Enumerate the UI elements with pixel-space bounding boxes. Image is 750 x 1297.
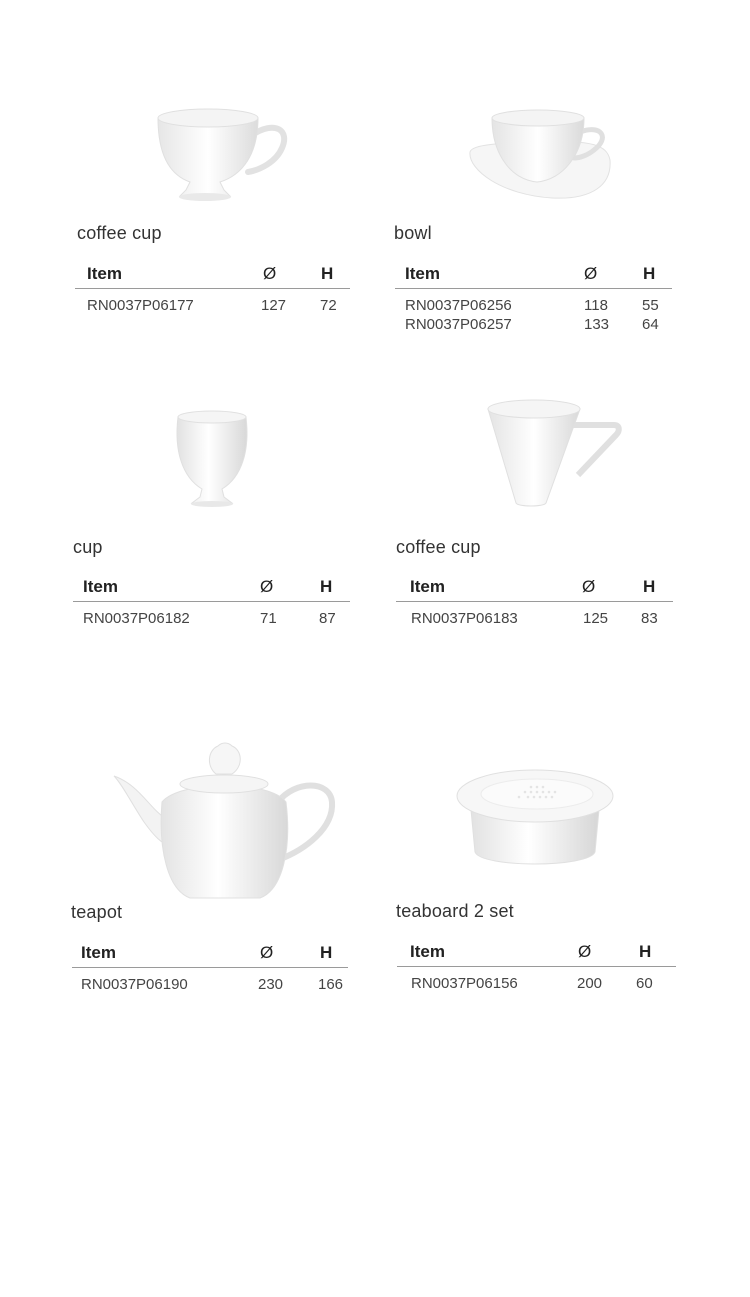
height-value: 55: [642, 297, 659, 314]
table-row: [395, 297, 672, 316]
table-row: [397, 975, 676, 994]
header-item: Item: [87, 264, 122, 283]
table-header: [75, 260, 350, 289]
item-code: RN0037P06177: [87, 297, 194, 314]
item-code: RN0037P06182: [83, 610, 190, 627]
table-header: [396, 573, 673, 602]
header-item: Item: [410, 577, 445, 596]
header-height: H: [320, 577, 333, 596]
table-header: [73, 573, 350, 602]
table-row: [72, 976, 348, 995]
product-spec-table: [73, 573, 350, 629]
height-value: 83: [641, 610, 658, 627]
header-diameter: Ø: [260, 577, 274, 596]
coffee-cup-footed-image: [150, 100, 295, 210]
header-diameter: Ø: [263, 264, 277, 283]
diameter-value: 118: [584, 297, 608, 314]
table-row: [395, 316, 672, 335]
product-spec-table: [72, 939, 348, 995]
diameter-value: 71: [260, 610, 277, 627]
table-header: [72, 939, 348, 968]
header-height: H: [321, 264, 334, 283]
teaboard-image: [455, 760, 615, 875]
footed-cup-image: [170, 405, 255, 515]
item-code: RN0037P06190: [81, 976, 188, 993]
height-value: 87: [319, 610, 336, 627]
item-code: RN0037P06256: [405, 297, 512, 314]
diameter-value: 230: [258, 976, 284, 993]
diameter-value: 133: [584, 316, 610, 333]
cup-and-saucer-image: [462, 100, 622, 210]
product-spec-table: [396, 573, 673, 629]
diameter-value: 125: [583, 610, 609, 627]
height-value: 72: [320, 297, 337, 314]
product-spec-table: [397, 938, 676, 994]
product-title: bowl: [394, 223, 432, 243]
product-title: teapot: [71, 902, 123, 922]
height-value: 64: [642, 316, 659, 333]
table-row: [75, 297, 350, 316]
header-diameter: Ø: [582, 577, 596, 596]
table-header: [397, 938, 676, 967]
header-item: Item: [410, 942, 445, 961]
header-diameter: Ø: [578, 942, 592, 961]
diameter-value: 127: [261, 297, 287, 314]
height-value: 60: [636, 975, 653, 992]
product-title: coffee cup: [77, 223, 162, 243]
diameter-value: 200: [577, 975, 603, 992]
header-item: Item: [83, 577, 118, 596]
item-code: RN0037P06257: [405, 316, 512, 333]
product-title: coffee cup: [396, 537, 481, 557]
header-item: Item: [81, 943, 116, 962]
product-title: teaboard 2 set: [396, 901, 514, 921]
header-height: H: [639, 942, 652, 961]
header-diameter: Ø: [584, 264, 598, 283]
teapot-image: [110, 740, 340, 905]
header-height: H: [643, 577, 656, 596]
conical-mug-image: [482, 395, 627, 515]
product-spec-table: [395, 260, 672, 335]
header-height: H: [643, 264, 656, 283]
table-header: [395, 260, 672, 289]
header-item: Item: [405, 264, 440, 283]
item-code: RN0037P06183: [411, 610, 518, 627]
product-title: cup: [73, 537, 103, 557]
item-code: RN0037P06156: [411, 975, 518, 992]
table-row: [396, 610, 673, 629]
height-value: 166: [318, 976, 344, 993]
header-height: H: [320, 943, 333, 962]
header-diameter: Ø: [260, 943, 274, 962]
product-spec-table: [75, 260, 350, 316]
table-row: [73, 610, 350, 629]
